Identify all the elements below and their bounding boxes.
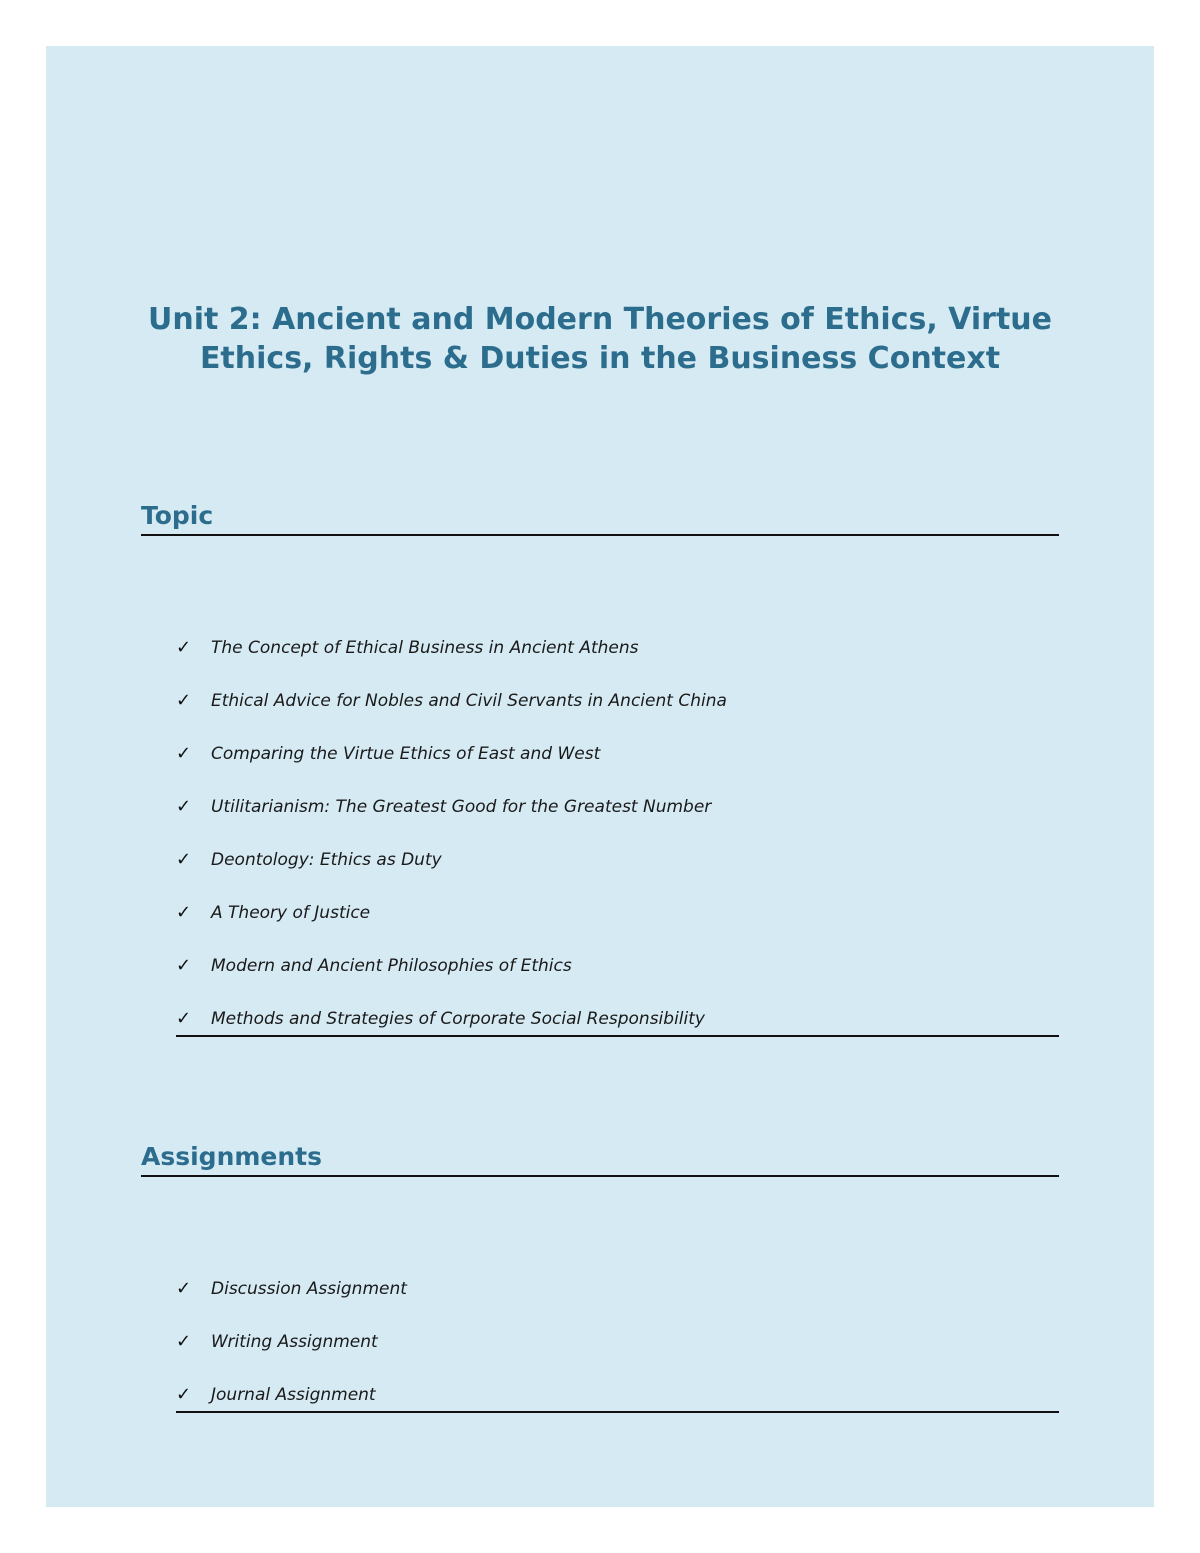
checkmark-icon: ✓ xyxy=(176,955,192,976)
unit-title: Unit 2: Ancient and Modern Theories of Ethics, Virtue Ethics, Rights & Duties in the Business Context xyxy=(147,302,1052,376)
topic-item-label: Ethical Advice for Nobles and Civil Servants in Ancient China xyxy=(211,691,727,711)
topic-item-label: Utilitarianism: The Greatest Good for the Greatest Number xyxy=(211,797,712,817)
assignment-item-label: Discussion Assignment xyxy=(211,1279,407,1299)
checkmark-icon: ✓ xyxy=(176,1278,192,1299)
list-item xyxy=(176,687,1059,740)
list-item xyxy=(176,846,1059,899)
assignments-list xyxy=(176,1275,1059,1413)
checkmark-icon: ✓ xyxy=(176,743,192,764)
list-item xyxy=(176,1328,1059,1381)
checkmark-icon: ✓ xyxy=(176,1008,192,1029)
checkmark-icon: ✓ xyxy=(176,1331,192,1352)
checkmark-icon: ✓ xyxy=(176,902,192,923)
list-item xyxy=(176,1381,1059,1411)
checkmark-icon: ✓ xyxy=(176,849,192,870)
list-item xyxy=(176,793,1059,846)
checkmark-icon: ✓ xyxy=(176,1384,192,1405)
assignment-item-label: Writing Assignment xyxy=(211,1332,378,1352)
assignments-heading: Assignments xyxy=(141,1141,1059,1177)
checkmark-icon: ✓ xyxy=(176,637,192,658)
checkmark-icon: ✓ xyxy=(176,796,192,817)
assignment-item-label: Journal Assignment xyxy=(211,1385,376,1405)
topic-item-label: The Concept of Ethical Business in Ancient Athens xyxy=(211,638,639,658)
topic-item-label: Comparing the Virtue Ethics of East and West xyxy=(211,744,601,764)
list-item xyxy=(176,1275,1059,1328)
topic-heading: Topic xyxy=(141,500,1059,536)
list-item xyxy=(176,899,1059,952)
list-item xyxy=(176,952,1059,1005)
list-item xyxy=(176,634,1059,687)
topic-item-label: Methods and Strategies of Corporate Social Responsibility xyxy=(211,1009,705,1029)
topic-list xyxy=(176,634,1059,1037)
list-item xyxy=(176,1005,1059,1035)
topic-item-label: A Theory of Justice xyxy=(211,903,371,923)
topic-item-label: Deontology: Ethics as Duty xyxy=(211,850,442,870)
list-item xyxy=(176,740,1059,793)
checkmark-icon: ✓ xyxy=(176,690,192,711)
topic-item-label: Modern and Ancient Philosophies of Ethics xyxy=(211,956,572,976)
